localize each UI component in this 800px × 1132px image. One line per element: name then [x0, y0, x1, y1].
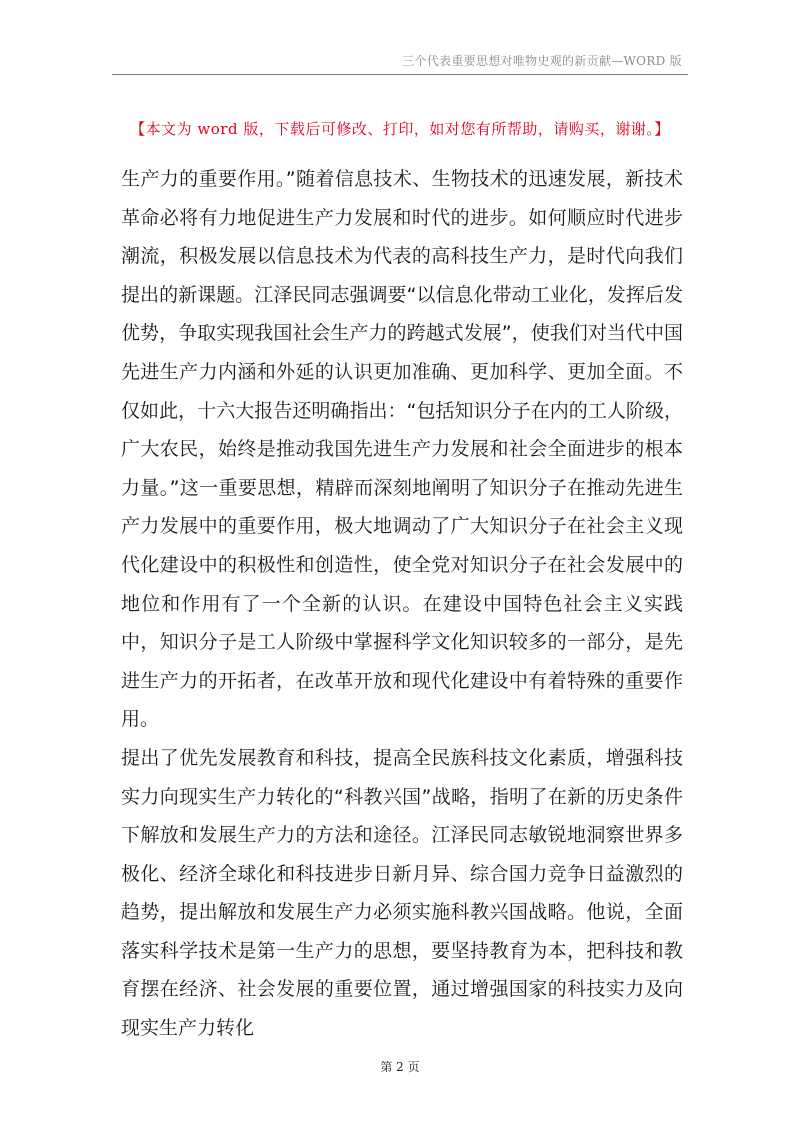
download-notice: 【本文为 word 版，下载后可修改、打印，如对您有所帮助，请购买，谢谢。】: [130, 120, 670, 138]
document-body: [121, 160, 683, 1048]
page-number: 第 2 页: [380, 1060, 420, 1074]
body-paragraph-1: 生产力的重要作用。”随着信息技术、生物技术的迅速发展，新技术革命必将有力地促进生产力发展和时代的进步。如何顺应时代进步潮流，积极发展以信息技术为代表的高科技生产力，是时代向我们提出的新课题。江泽民同志强调要“以信息化带动工业化，发挥后发优势，争取实现我国社会生产力的跨越式发展”，使我们对当代中国先进生产力内涵和外延的认识更加准确、更加科学、更加全面。不仅如此，十六大报告还明确指出：“包括知识分子在内的工人阶级，广大农民，始终是推动我国先进生产力发展和社会全面进步的根本力量。”这一重要思想，精辟而深刻地阐明了知识分子在推动先进生产力发展中的重要作用，极大地调动了广大知识分子在社会主义现代化建设中的积极性和创造性，使全党对知识分子在社会发展中的地位和作用有了一个全新的认识。在建设中国特色社会主义实践中，知识分子是工人阶级中掌握科学文化知识较多的一部分，是先进生产力的开拓者，在改革开放和现代化建设中有着特殊的重要作用。: [121, 168, 683, 731]
header-divider: [112, 74, 688, 75]
document-header-title: 三个代表重要思想对唯物史观的新贡献—WORD 版: [402, 54, 682, 68]
body-paragraph-2: 提出了优先发展教育和科技，提高全民族科技文化素质，增强科技实力向现实生产力转化的“科教兴国”战略，指明了在新的历史条件下解放和发展生产力的方法和途径。江泽民同志敏锐地洞察世界多极化、经济全球化和科技进步日新月异、综合国力竞争日益激烈的趋势，提出解放和发展生产力必须实施科教兴国战略。他说，全面落实科学技术是第一生产力的思想，要坚持教育为本，把科技和教育摆在经济、社会发展的重要位置，通过增强国家的科技实力及向现实生产力转化: [121, 746, 683, 1040]
